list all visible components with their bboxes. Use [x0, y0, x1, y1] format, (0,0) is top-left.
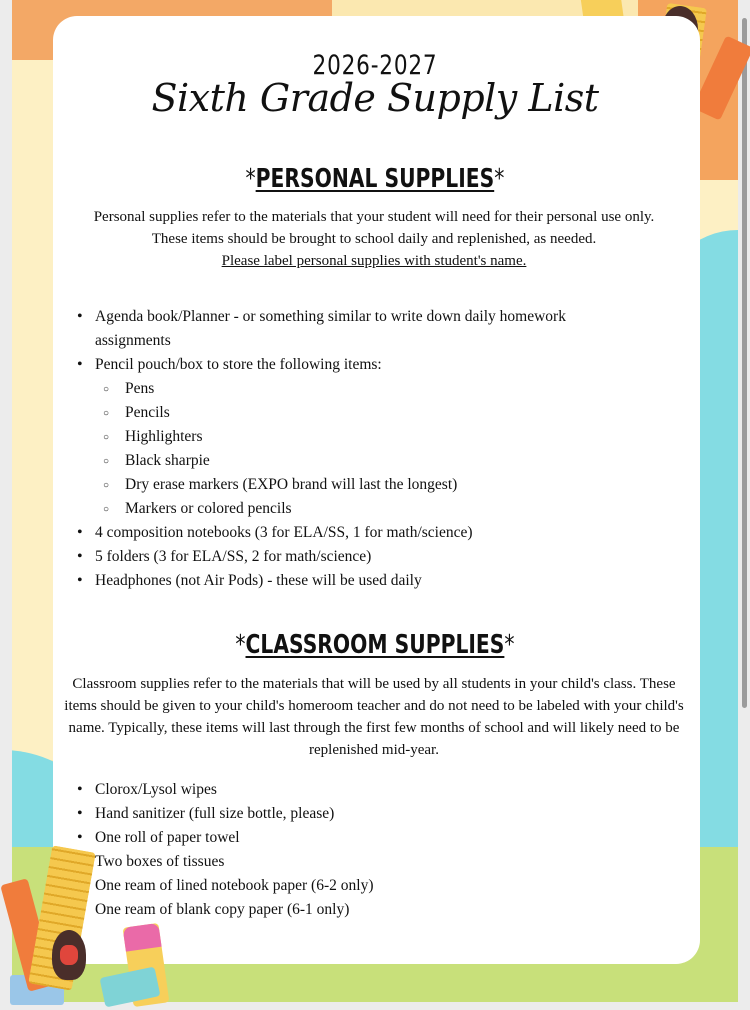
list-item: • Pencil pouch/box to store the following items:: [77, 353, 635, 377]
personal-supplies-list: [77, 305, 635, 593]
personal-intro: [62, 206, 686, 272]
personal-supplies-title: PERSONAL SUPPLIES: [255, 164, 495, 194]
list-item: • Agenda book/Planner - or something similar to write down daily homework assignments: [77, 305, 635, 353]
sub-list-item: ○ Markers or colored pencils: [77, 497, 635, 521]
list-item: • One ream of lined notebook paper (6-2 only): [77, 874, 373, 898]
list-item: • One ream of blank copy paper (6-1 only): [77, 898, 373, 922]
scrollbar[interactable]: [742, 18, 747, 708]
classroom-supplies-heading: *CLASSROOM SUPPLIES*: [235, 630, 515, 660]
list-item: • 4 composition notebooks (3 for ELA/SS, 1 for math/science): [77, 521, 635, 545]
sub-list-item: ○ Pencils: [77, 401, 635, 425]
list-item: • Hand sanitizer (full size bottle, please): [77, 802, 373, 826]
school-year: 2026-2027: [312, 50, 438, 81]
sub-list-item: ○ Pens: [77, 377, 635, 401]
classroom-supplies-title: CLASSROOM SUPPLIES: [245, 630, 505, 660]
list-item: • 5 folders (3 for ELA/SS, 2 for math/science): [77, 545, 635, 569]
page-title: Sixth Grade Supply List: [151, 76, 599, 120]
sub-list-item: ○ Black sharpie: [77, 449, 635, 473]
list-item: • Headphones (not Air Pods) - these will be used daily: [77, 569, 635, 593]
sub-list-item: ○ Highlighters: [77, 425, 635, 449]
list-item: • Clorox/Lysol wipes: [77, 778, 373, 802]
personal-intro-line2: These items should be brought to school daily and replenished, as needed.: [151, 231, 597, 247]
paint-drop-icon: [60, 945, 78, 965]
list-item: • One roll of paper towel: [77, 826, 373, 850]
sub-list-item: ○ Dry erase markers (EXPO brand will last the longest): [77, 473, 635, 497]
personal-supplies-heading: *PERSONAL SUPPLIES*: [245, 164, 505, 194]
classroom-supplies-list: [77, 778, 373, 922]
classroom-intro: Classroom supplies refer to the materials that will be used by all students in your child's class. These items should be given to your child's homeroom teacher and do not need to be labeled with your child's name. Typically, these items will last through the first few months of school and will likely need to be replenished mid-year.: [64, 676, 684, 758]
list-item: • Two boxes of tissues: [77, 850, 373, 874]
eraser-icon: [123, 923, 162, 952]
personal-intro-line3: Please label personal supplies with student's name.: [221, 253, 527, 269]
personal-intro-line1: Personal supplies refer to the materials that your student will need for their personal use only.: [93, 209, 655, 225]
viewer-left-margin: [0, 0, 12, 1010]
